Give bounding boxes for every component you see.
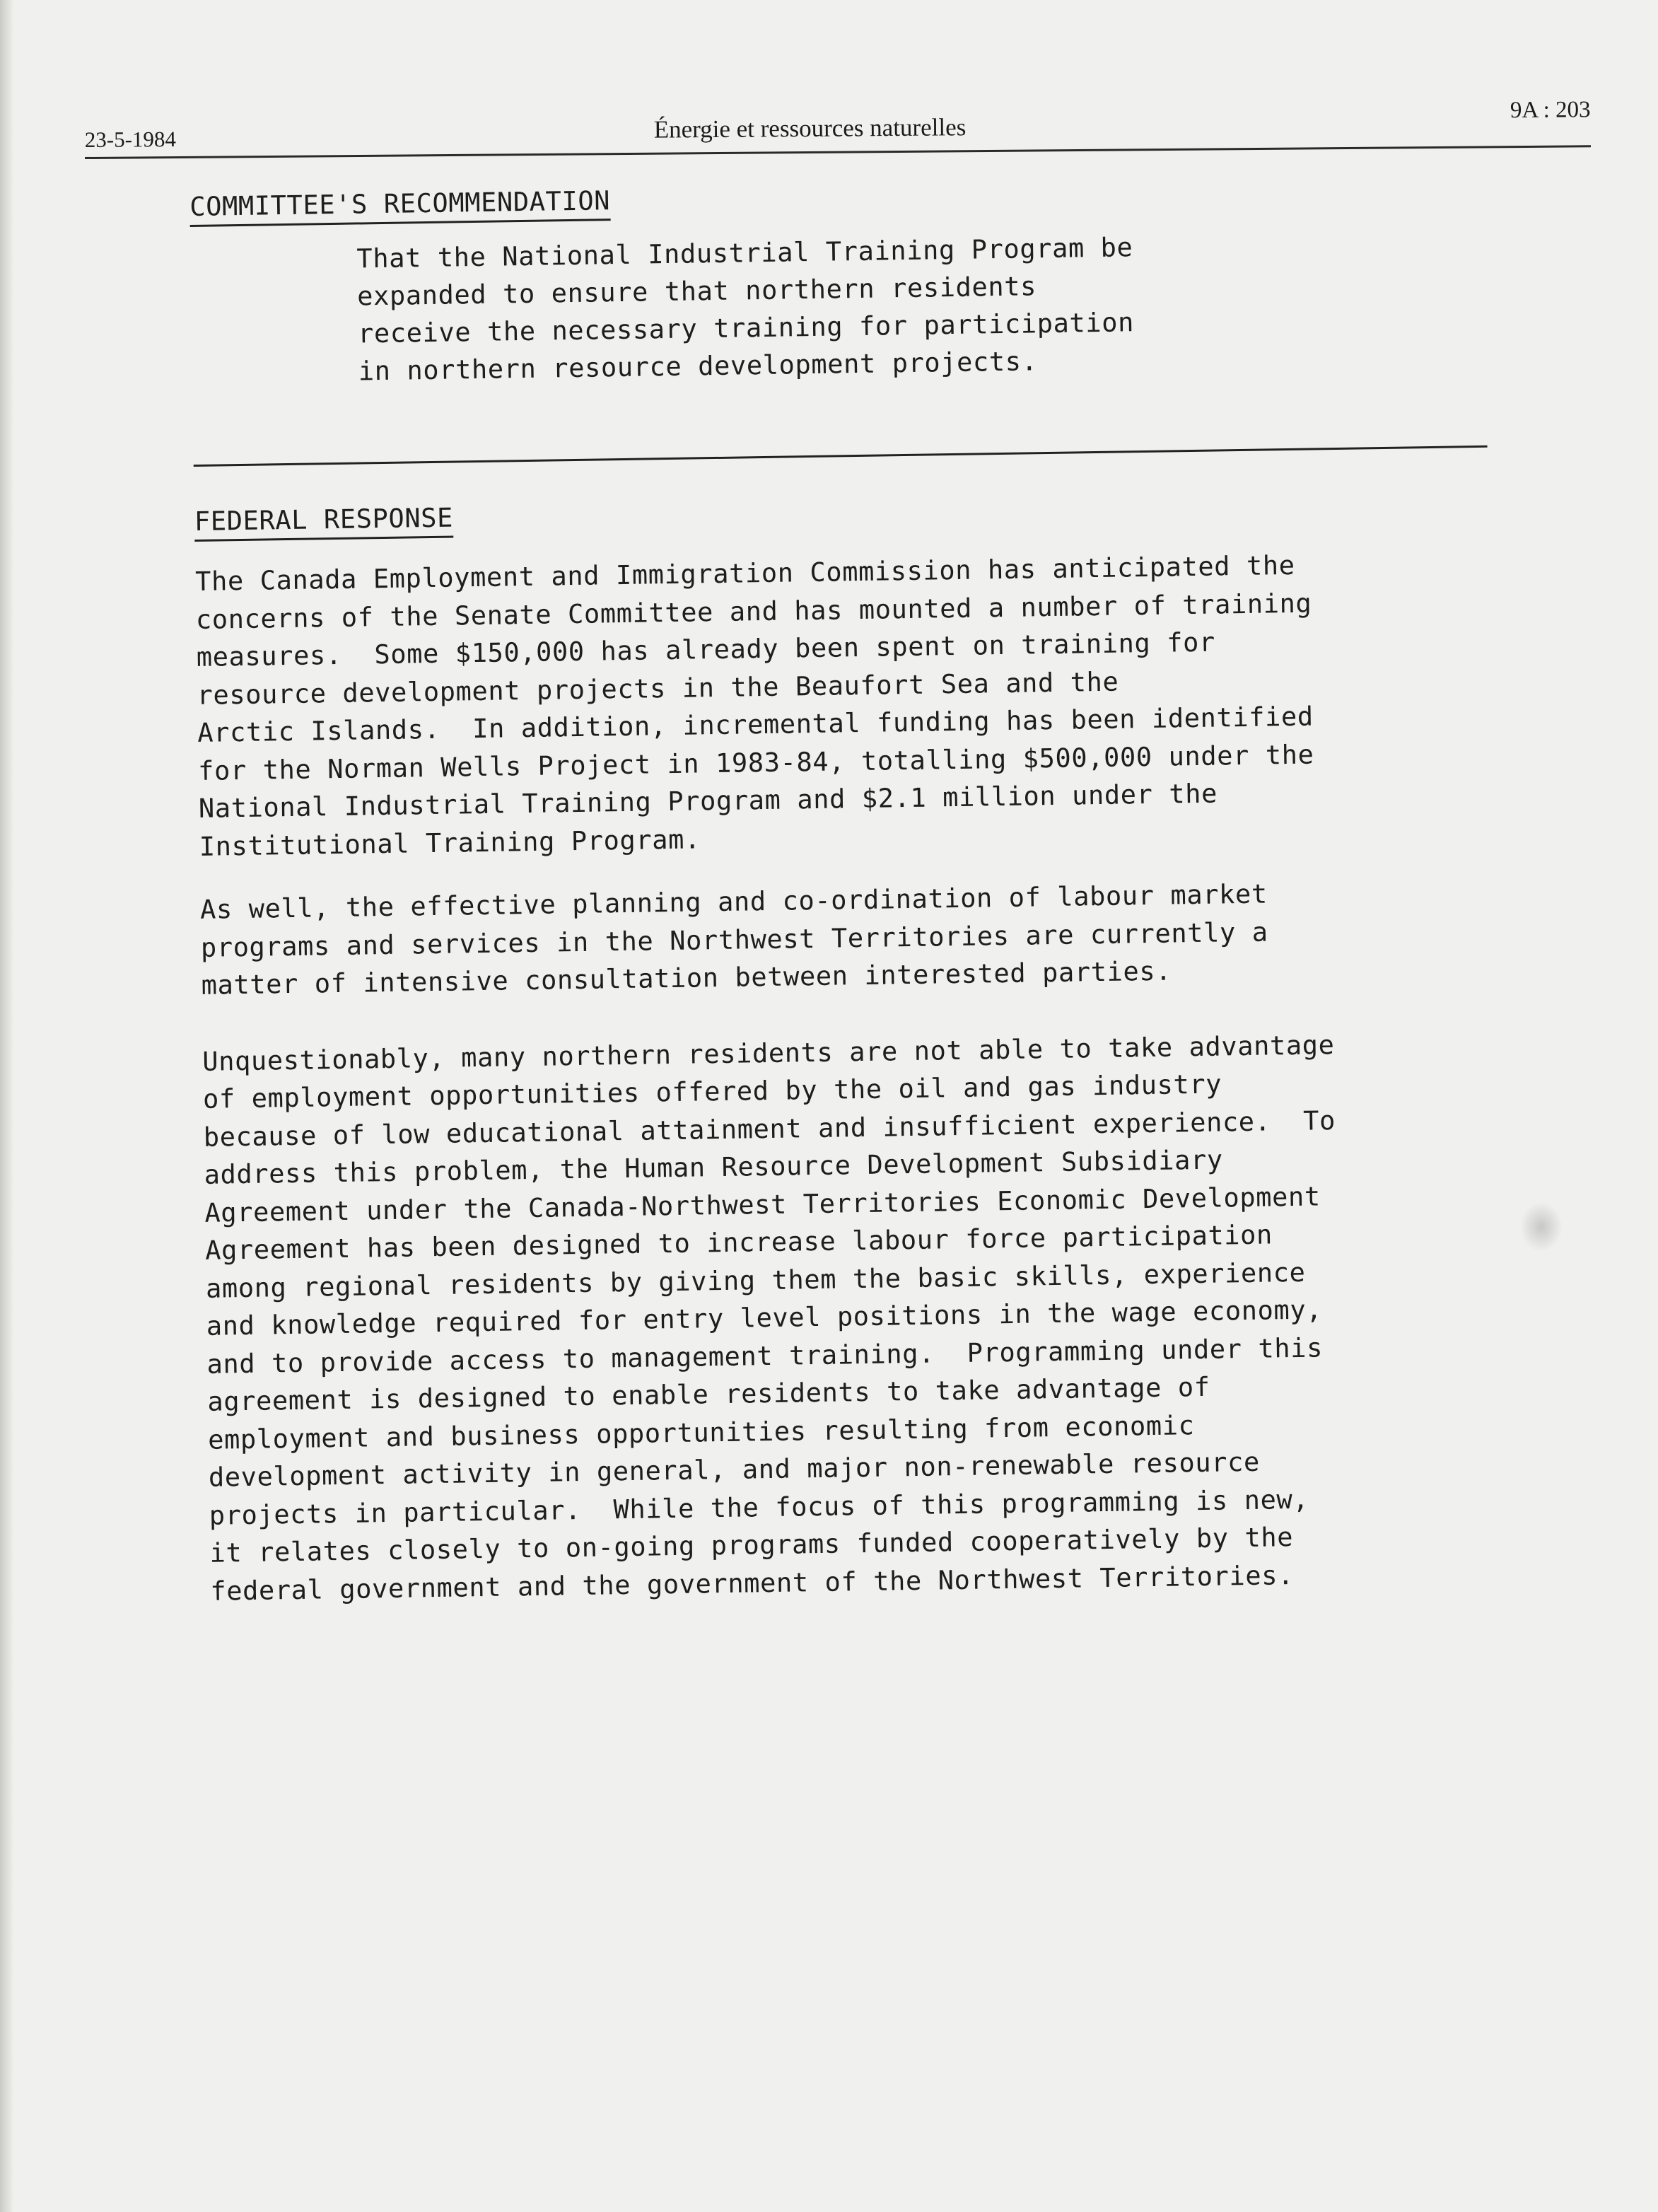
- paragraph-line: The Canada Employment and Immigration Commission has anticipated the: [194, 549, 1295, 597]
- paragraph-line: projects in particular. While the focus of this programming is new,: [209, 1484, 1309, 1531]
- response-paragraph-3: [202, 1023, 1554, 1610]
- paragraph-line: employment and business opportunities resulting from economic: [207, 1409, 1195, 1455]
- paragraph-line: National Industrial Training Program and $2.1 million under the: [198, 778, 1218, 824]
- header-date: 23-5-1984: [84, 126, 177, 153]
- paragraph-line: Agreement has been designed to increase labour force participation: [204, 1219, 1273, 1266]
- header-page-number: 9A : 203: [1510, 97, 1591, 124]
- paragraph-line: measures. Some $150,000 has already been spent on training for: [196, 627, 1216, 673]
- section-divider: [194, 446, 1488, 467]
- recommendation-line: That the National Industrial Training Program be: [356, 232, 1133, 274]
- header-rule: [85, 145, 1591, 159]
- paragraph-line: and to provide access to management training. Programming under this: [206, 1332, 1324, 1380]
- paragraph-line: of employment opportunities offered by the oil and gas industry: [202, 1069, 1222, 1114]
- paragraph-line: address this problem, the Human Resource Development Subsidiary: [204, 1144, 1223, 1190]
- paragraph-line: because of low educational attainment and insufficient experience. To: [203, 1105, 1336, 1153]
- recommendation-line: in northern resource development projects.: [358, 346, 1038, 387]
- paragraph-line: and knowledge required for entry level positions in the wage economy,: [206, 1294, 1323, 1341]
- paragraph-line: development activity in general, and major non-renewable resource: [208, 1446, 1261, 1493]
- typed-body: [189, 171, 1554, 1610]
- paragraph-line: resource development projects in the Beaufort Sea and the: [197, 666, 1119, 711]
- page-header: [84, 94, 1590, 156]
- paragraph-line: among regional residents by giving them the basic skills, experience: [205, 1257, 1306, 1304]
- paragraph-line: matter of intensive consultation between interested parties.: [201, 955, 1172, 1001]
- paragraph-line: Arctic Islands. In addition, incremental funding has been identified: [197, 701, 1314, 748]
- recommendation-heading: COMMITTEE'S RECOMMENDATION: [189, 185, 610, 227]
- response-paragraph-2: [200, 871, 1545, 1005]
- paragraph-line: programs and services in the Northwest Territories are currently a: [200, 916, 1268, 963]
- header-title: Énergie et ressources naturelles: [653, 113, 967, 144]
- paragraph-line: for the Norman Wells Project in 1983-84, totalling $500,000 under the: [197, 738, 1314, 786]
- federal-response-heading: FEDERAL RESPONSE: [194, 502, 454, 542]
- response-paragraph-1: [195, 543, 1543, 866]
- paragraph-line: Unquestionably, many northern residents are not able to take advantage: [202, 1029, 1335, 1077]
- paragraph-line: Institutional Training Program.: [199, 823, 701, 862]
- paragraph-line: agreement is designed to enable residents to take advantage of: [207, 1371, 1210, 1417]
- page-edge-shadow: [0, 0, 13, 2212]
- paper-smudge: [1520, 1202, 1563, 1252]
- recommendation-line: expanded to ensure that northern residents: [356, 271, 1037, 312]
- recommendation-text: [356, 223, 1536, 390]
- paragraph-line: concerns of the Senate Committee and has mounted a number of training: [195, 588, 1312, 635]
- paragraph-line: As well, the effective planning and co-ordination of labour market: [199, 878, 1268, 925]
- paragraph-line: it relates closely to on-going programs funded cooperatively by the: [209, 1522, 1294, 1568]
- paragraph-line: Agreement under the Canada-Northwest Territories Economic Development: [204, 1180, 1321, 1228]
- paragraph-line: federal government and the government of the Northwest Territories.: [210, 1559, 1295, 1607]
- recommendation-line: receive the necessary training for participation: [357, 307, 1135, 349]
